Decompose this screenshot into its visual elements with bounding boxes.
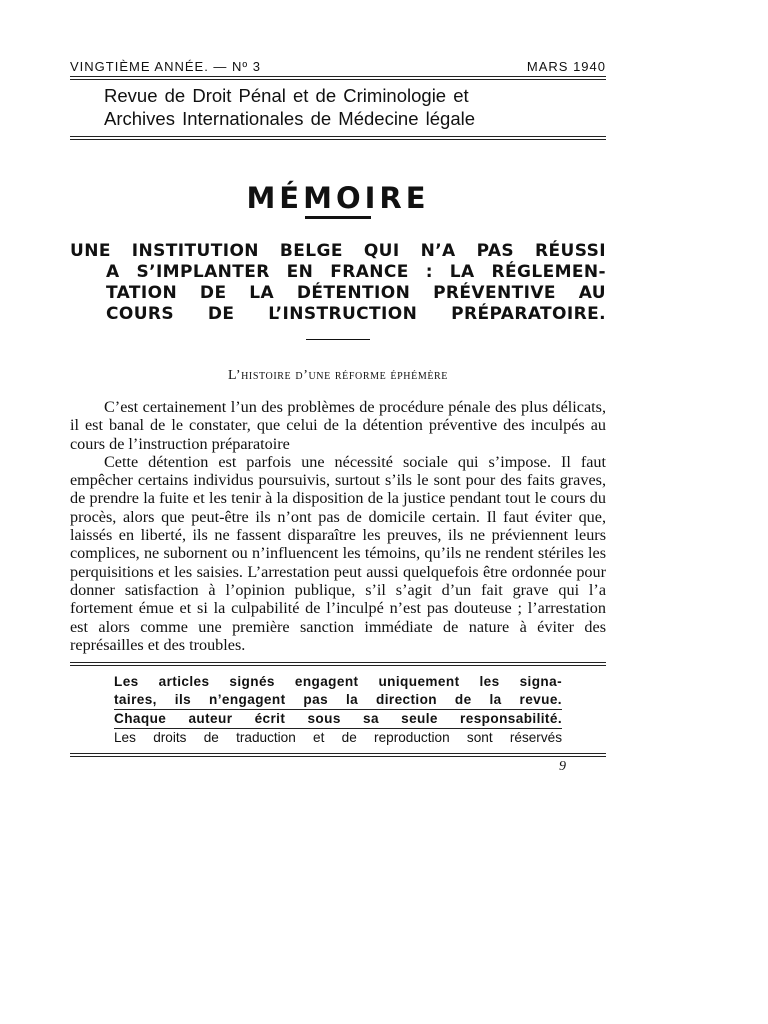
article-title [70, 241, 606, 325]
notice-line: taires, ils n’engagent pas la direction de la revue. [114, 691, 562, 710]
notice-line: Chaque auteur écrit sous sa seule responsabilité. [114, 710, 562, 729]
title-divider [306, 339, 370, 340]
notice-bottom-rule [70, 753, 606, 757]
journal-title-rule [70, 136, 606, 140]
notice-top-rule [70, 662, 606, 666]
header-rule [70, 76, 606, 80]
article-title-line: A S’IMPLANTER EN FRANCE : LA RÉGLEMEN- [106, 262, 606, 282]
section-label: MÉMOIRE [246, 181, 430, 215]
subheading: L’histoire d’une réforme éphémère [227, 368, 449, 383]
running-header [70, 58, 606, 76]
journal-title [70, 84, 606, 130]
journal-title-line: Revue de Droit Pénal et de Criminologie et [104, 85, 469, 106]
page [70, 58, 606, 775]
notice-line: Les droits de traduction et de reproduction sont réservés [114, 730, 562, 746]
notice-box [70, 673, 606, 747]
page-number: 9 [559, 759, 566, 775]
journal-title-line: Archives Internationales de Médecine légale [104, 108, 476, 129]
notice-line: Les articles signés engagent uniquement les signa- [114, 674, 562, 690]
article-title-line: UNE INSTITUTION BELGE QUI N’A PAS RÉUSSI [70, 241, 606, 261]
paragraph: C’est certainement l’un des problèmes de procédure pénale des plus délicats, il est banal de le constater, que celui de la détention préventive des inculpés au cours de l’instruction préparatoire [70, 398, 606, 453]
article-title-line: COURS DE L’INSTRUCTION PRÉPARATOIRE. [106, 304, 606, 324]
article-title-line: TATION DE LA DÉTENTION PRÉVENTIVE AU [106, 283, 606, 303]
article-body [70, 398, 606, 654]
issue-date: MARS 1940 [526, 59, 606, 74]
paragraph: Cette détention est parfois une nécessité sociale qui s’impose. Il faut empêcher certains individus poursuivis, surtout s’ils le sont pour des faits graves, de prendre la fuite et les tenir à la disposition de la justice pendant tout le cours du procès, alors que peut-être ils n’ont pas de domicile certain. Il faut éviter que, laissés en liberté, ils ne fassent disparaître les preuves, ils ne préviennent leurs complices, ne subornent ou n’influencent les témoins, qu’ils ne rendent stériles les perquisitions et les saisies. L’arrestation peut aussi quelquefois être ordonnée pour donner satisfaction à l’opinion publique, s’il s’agit d’un fait grave qui l’a fortement émue et si la culpabilité de l’inculpé n’est pas douteuse ; l’arrestation est alors comme une première sanction immédiate de nature à éviter des représailles et des troubles. [70, 452, 606, 654]
issue-number: VINGTIÈME ANNÉE. — Nº 3 [70, 59, 262, 74]
section-divider [305, 216, 371, 219]
